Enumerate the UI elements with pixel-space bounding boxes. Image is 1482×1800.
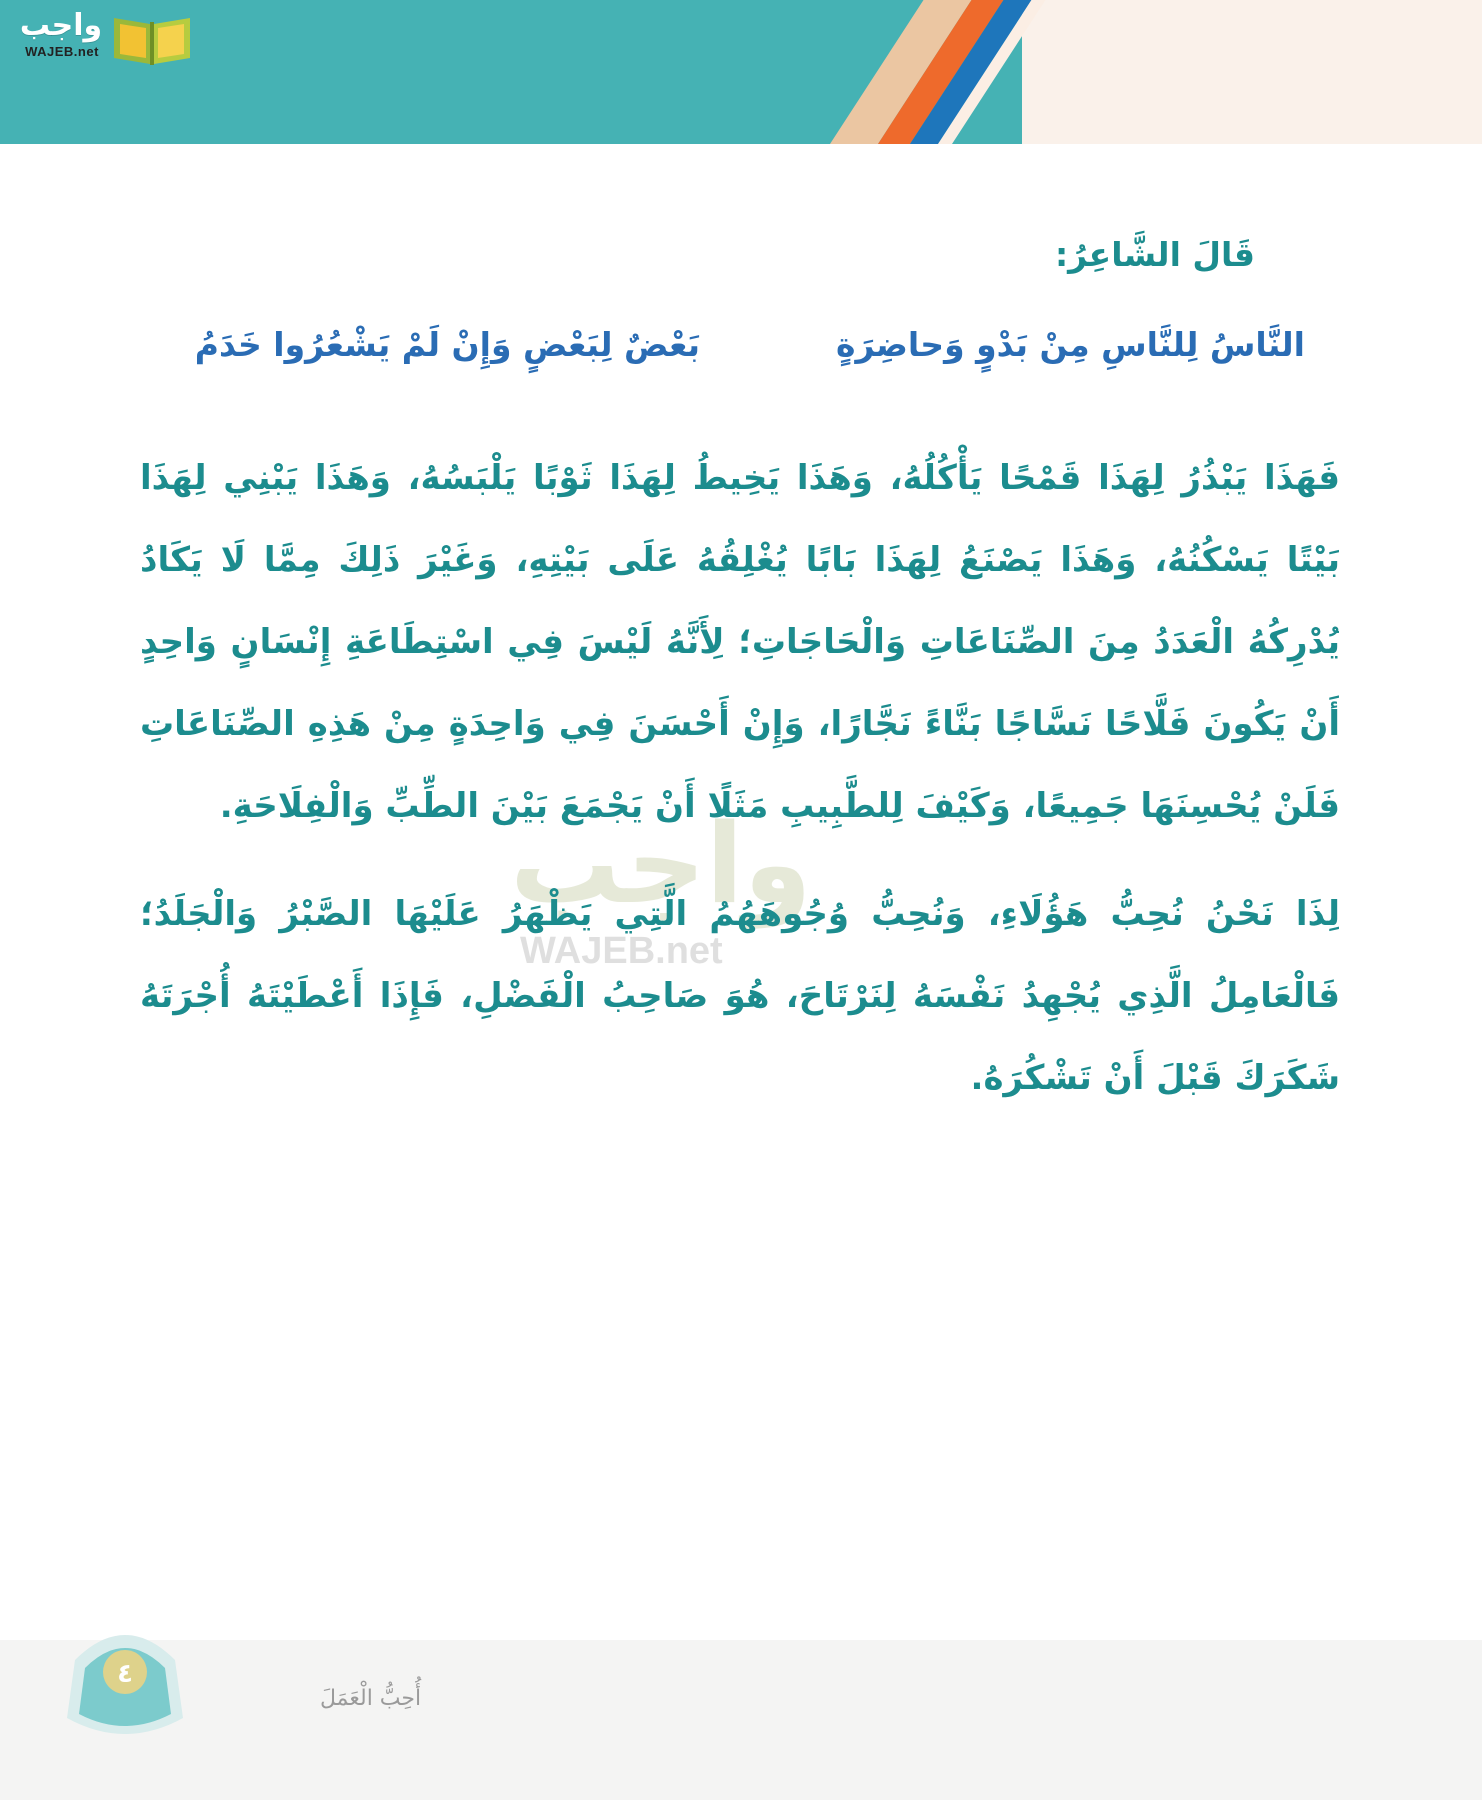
watermark-word: واجب <box>510 800 812 928</box>
poet-intro: قَالَ الشَّاعِرُ: <box>1054 235 1255 274</box>
footer-band <box>0 1640 1482 1800</box>
svg-text:٤: ٤ <box>117 1659 133 1689</box>
wajeb-logo[interactable] <box>10 8 190 68</box>
paragraph-1: فَهَذَا يَبْذُرُ لِهَذَا قَمْحًا يَأْكُلُهُ، وَهَذَا يَخِيطُ لِهَذَا ثَوْبًا يَلْبَسُهُ، وَهَذَا يَبْنِي لِهَذَا بَيْتًا يَسْكُنُهُ، وَهَذَا يَصْنَعُ لِهَذَا بَابًا يُغْلِقُهُ عَلَى بَيْتِهِ، وَغَيْرَ ذَلِكَ مِمَّا لَا يَكَادُ يُدْرِكُهُ الْعَدَدُ مِنَ الصِّنَاعَاتِ وَالْحَاجَاتِ؛ لِأَنَّهُ لَيْسَ فِي اسْتِطَاعَةِ إِنْسَانٍ وَاحِدٍ أَنْ يَكُونَ فَلَّاحًا نَسَّاجًا بَنَّاءً نَجَّارًا، وَإِنْ أَحْسَنَ فِي وَاحِدَةٍ مِنْ هَذِهِ الصِّنَاعَاتِ فَلَنْ يُحْسِنَهَا جَمِيعًا، وَكَيْفَ لِلطَّبِيبِ مَثَلًا أَنْ يَجْمَعَ بَيْنَ الطِّبِّ وَالْفِلَاحَةِ. <box>140 458 1340 826</box>
unit-badge-icon <box>55 1600 195 1750</box>
logo-word: واجب <box>19 8 103 43</box>
lesson-title: أُحِبُّ الْعَمَلَ <box>320 1686 422 1711</box>
watermark-latin: WAJEB.net <box>520 930 723 972</box>
logo-latin: WAJEB.net <box>25 44 99 59</box>
paragraph-2: لِذَا نَحْنُ نُحِبُّ هَؤُلَاءِ، وَنُحِبُّ وُجُوهَهُمُ الَّتِي يَظْهَرُ عَلَيْهَا الصَّبْرُ وَالْجَلَدُ؛ فَالْعَامِلُ الَّذِي يُجْهِدُ نَفْسَهُ لِنَرْتَاحَ، هُوَ صَاحِبُ الْفَضْلِ، فَإِذَا أَعْطَيْتَهُ أُجْرَتَهُ شَكَرَكَ قَبْلَ أَنْ تَشْكُرَهُ. <box>140 894 1340 1098</box>
verse-first-hemistich: النَّاسُ لِلنَّاسِ مِنْ بَدْوٍ وَحاضِرَةٍ <box>836 325 1305 364</box>
book-icon <box>110 10 194 66</box>
verse-second-hemistich: بَعْضٌ لِبَعْضٍ وَإِنْ لَمْ يَشْعُرُوا خَدَمُ <box>194 325 700 364</box>
header-cream-panel <box>1022 0 1482 144</box>
page-header <box>0 0 1482 144</box>
